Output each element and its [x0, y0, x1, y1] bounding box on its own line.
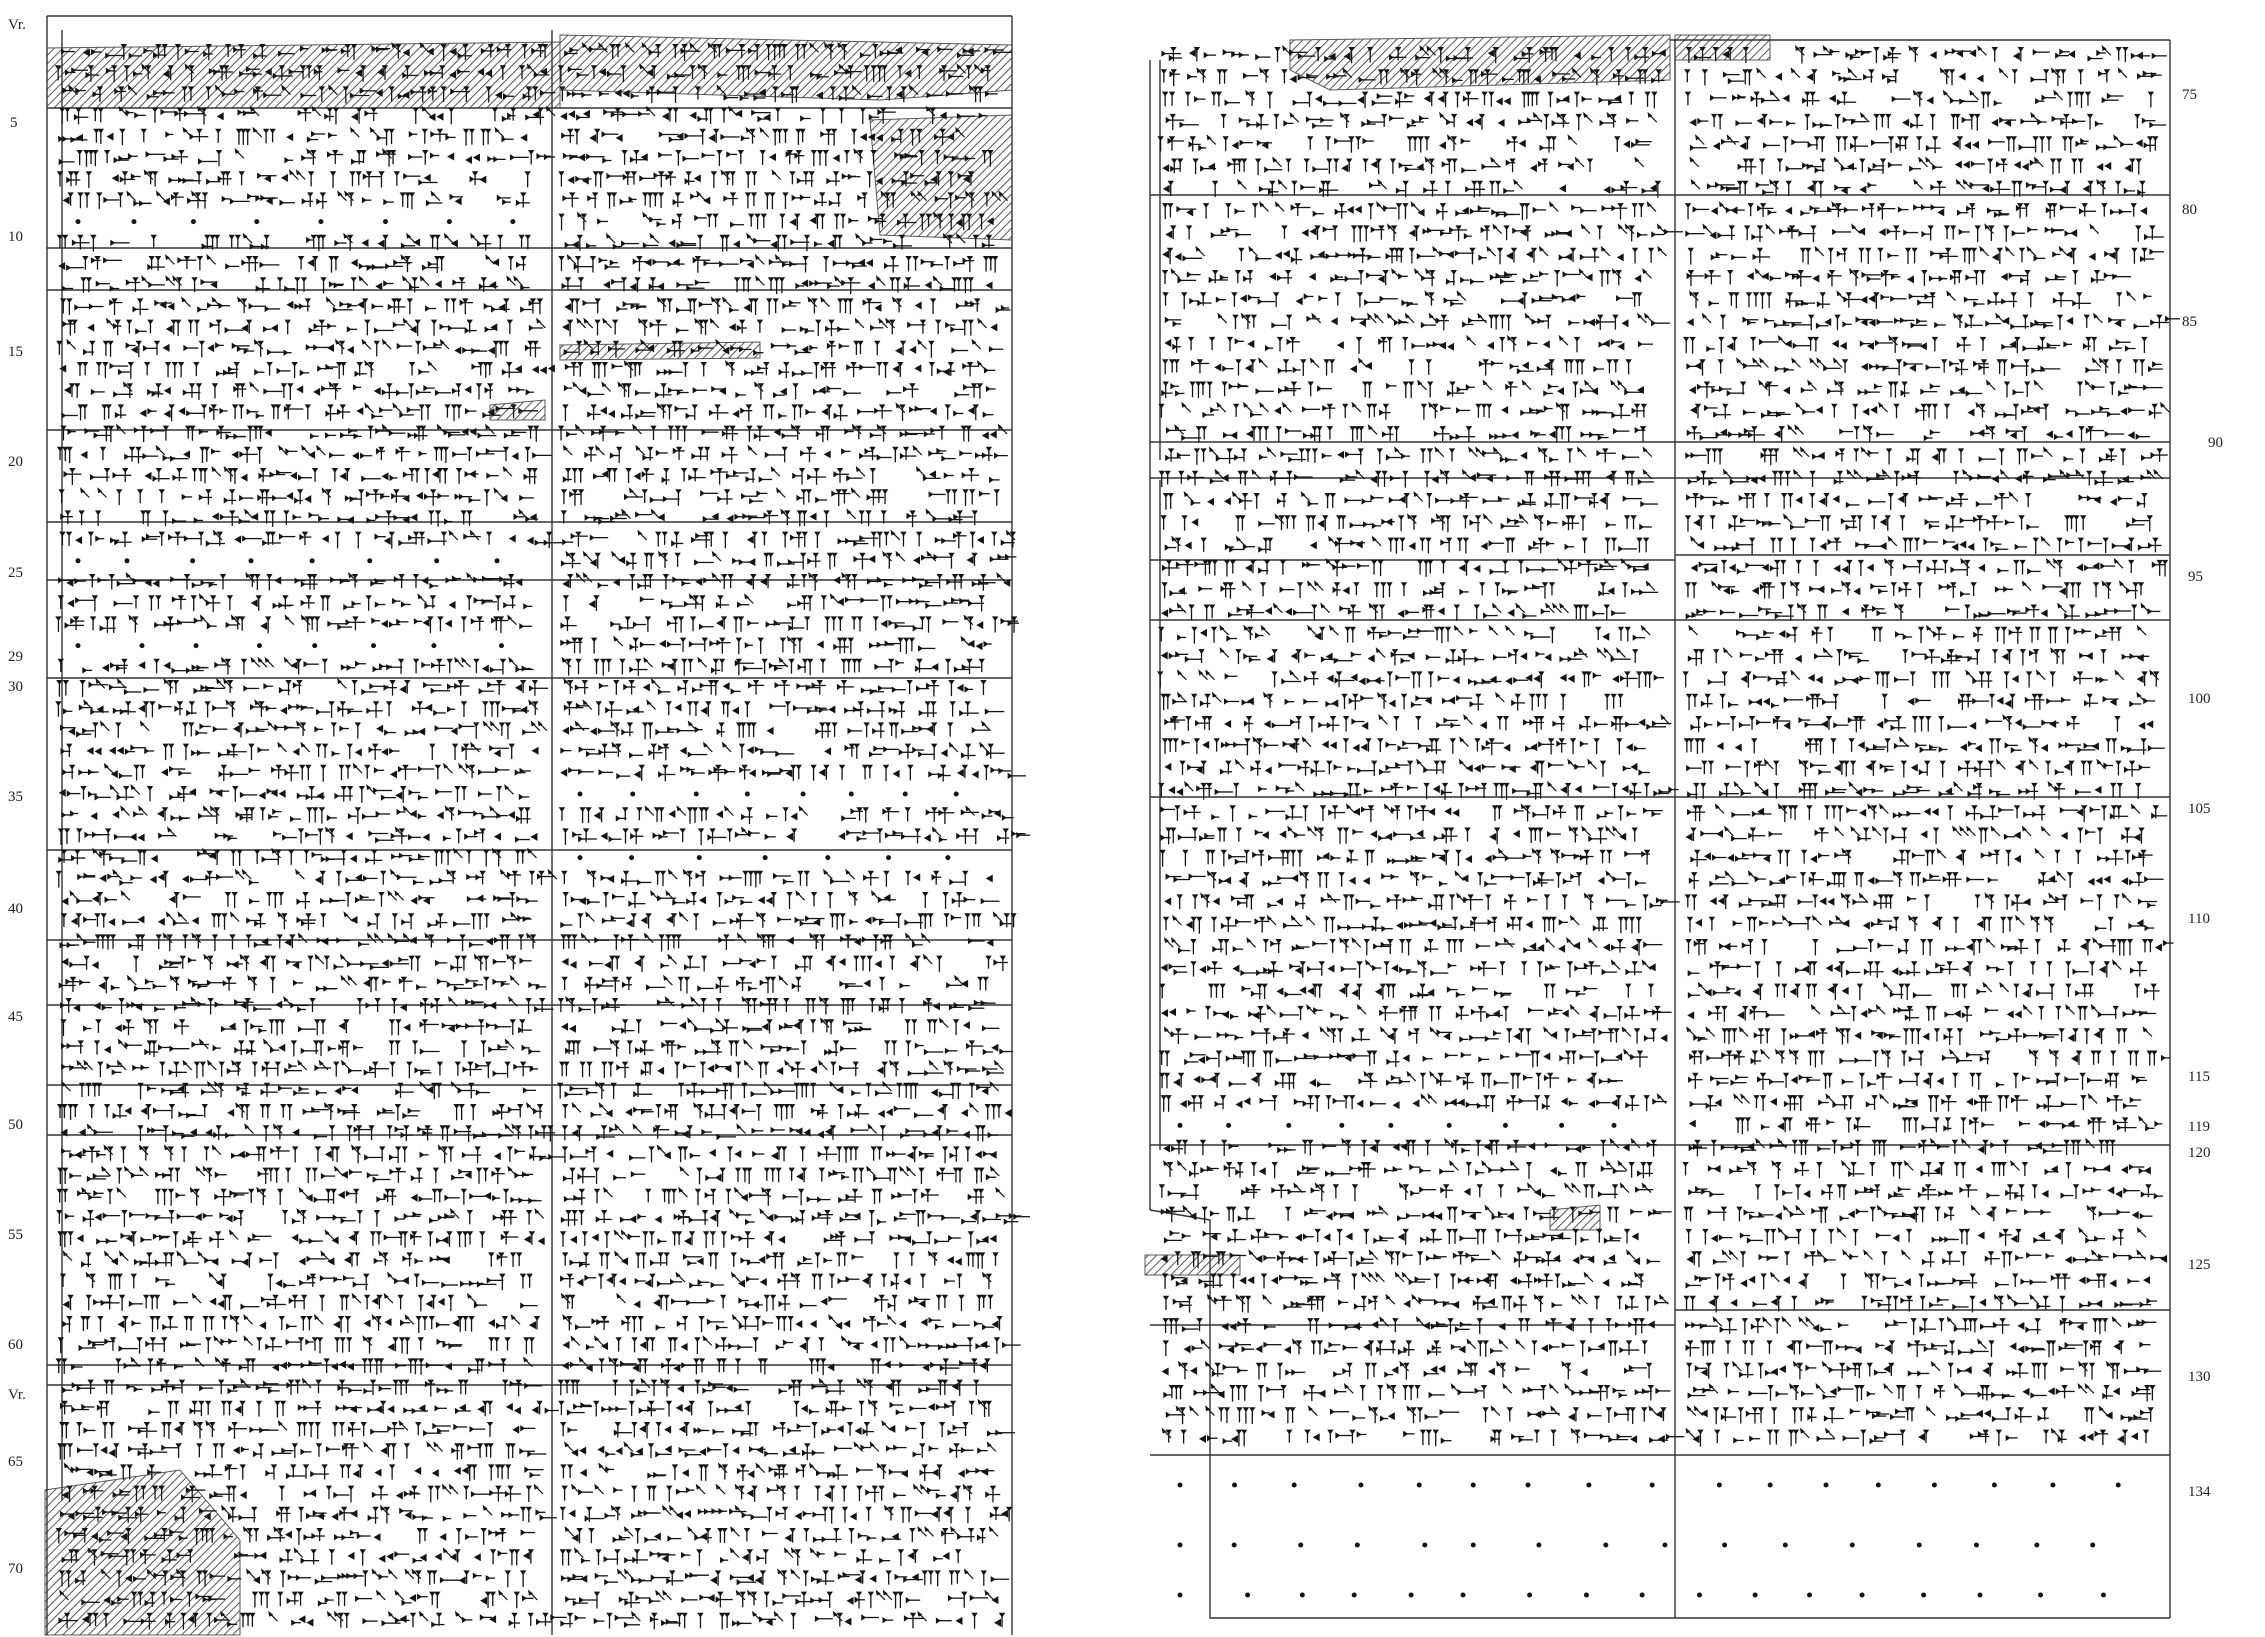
line-number: 120 — [2188, 1146, 2211, 1161]
line-number: 20 — [8, 455, 23, 470]
line-number: 110 — [2188, 912, 2210, 927]
line-number: 75 — [2182, 88, 2197, 103]
ruling-lines-left — [47, 16, 1012, 1635]
ruling-lines-right — [1150, 40, 2170, 1618]
line-number: 25 — [8, 566, 23, 581]
line-number: 95 — [2188, 570, 2203, 585]
line-number: 5 — [10, 116, 18, 131]
line-number: 45 — [8, 1010, 23, 1025]
cuneiform-drawing-left — [0, 0, 1030, 1637]
line-number: 10 — [8, 230, 23, 245]
cuneiform-signs-left — [55, 42, 1030, 1630]
line-number: 85 — [2182, 315, 2197, 330]
line-number: 115 — [2188, 1070, 2210, 1085]
line-number: 130 — [2188, 1370, 2211, 1385]
line-number: 60 — [8, 1338, 23, 1353]
tablet-copy-right-plate — [1130, 0, 2265, 1637]
cuneiform-signs-right — [1157, 45, 2180, 1598]
line-number: 125 — [2188, 1258, 2211, 1273]
line-number: 50 — [8, 1118, 23, 1133]
line-number: 105 — [2188, 802, 2211, 817]
line-number: 65 — [8, 1455, 23, 1470]
damaged-area-left — [45, 35, 1012, 1635]
line-number: 15 — [8, 345, 23, 360]
column-label: Vr. — [8, 18, 26, 33]
line-number: 100 — [2188, 692, 2211, 707]
line-number: 119 — [2188, 1120, 2210, 1135]
line-number: 55 — [8, 1228, 23, 1243]
tablet-copy-left-plate — [0, 0, 1030, 1637]
cuneiform-drawing-right — [1130, 0, 2265, 1637]
line-number: 30 — [8, 680, 23, 695]
line-number: 29 — [8, 650, 23, 665]
column-label: Vr. — [8, 1388, 26, 1403]
line-number: 90 — [2208, 436, 2223, 451]
line-number: 80 — [2182, 203, 2197, 218]
line-number: 70 — [8, 1562, 23, 1577]
line-number: 35 — [8, 790, 23, 805]
line-number: 134 — [2188, 1485, 2211, 1500]
line-number: 40 — [8, 902, 23, 917]
